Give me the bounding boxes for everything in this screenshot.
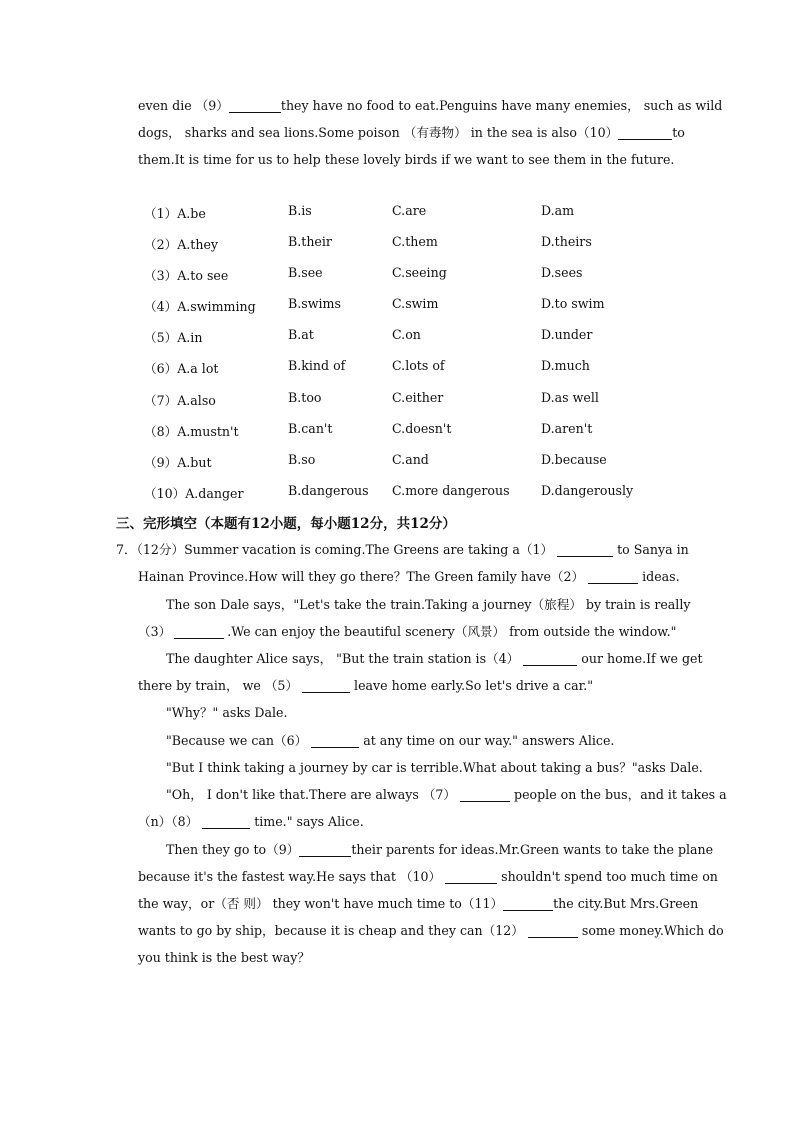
option-choice[interactable]: C.lots of (392, 358, 445, 373)
option-row (144, 483, 684, 503)
option-choice[interactable]: （4）A.swimming (144, 299, 256, 314)
option-choice[interactable]: B.kind of (288, 358, 346, 373)
option-row (144, 327, 684, 347)
passage-line: （3） .We can enjoy the beautiful scenery（风景） from outside the window." (138, 624, 677, 639)
passage-line: Hainan Province.How will they go there？The Green family have（2） ideas. (138, 569, 680, 584)
passage-line: there by train， we （5） leave home early.So let's drive a car." (138, 678, 594, 693)
passage-line: dogs， sharks and sea lions.Some poison （有毒物） in the sea is also（10） to (138, 125, 685, 140)
option-choice[interactable]: （3）A.to see (144, 268, 229, 283)
answer-blank[interactable] (588, 569, 638, 584)
option-choice[interactable]: B.at (288, 327, 314, 342)
option-choice[interactable]: C.and (392, 452, 429, 467)
option-choice[interactable]: （5）A.in (144, 330, 203, 345)
option-choice[interactable]: D.to swim (541, 296, 605, 311)
passage-line: them.It is time for us to help these lovely birds if we want to see them in the future. (138, 152, 675, 167)
answer-blank[interactable] (202, 814, 250, 829)
section-title: 三、完形填空（本题有12小题，每小题12分，共12分） (116, 516, 456, 532)
option-choice[interactable]: （7）A.also (144, 393, 216, 408)
option-choice[interactable]: C.doesn't (392, 421, 452, 436)
passage-line: 7．（12分）Summer vacation is coming.The Greens are taking a（1） to Sanya in (116, 542, 689, 557)
option-choice[interactable]: D.under (541, 327, 593, 342)
passage-line: The daughter Alice says， "But the train station is（4） our home.If we get (166, 651, 703, 666)
option-choice[interactable]: C.on (392, 327, 421, 342)
option-choice[interactable]: D.sees (541, 265, 583, 280)
answer-blank[interactable] (528, 923, 578, 938)
answer-blank[interactable] (302, 678, 350, 693)
answer-blank[interactable] (311, 733, 359, 748)
passage-line: "Because we can（6） at any time on our way." answers Alice. (166, 733, 615, 748)
option-choice[interactable]: C.them (392, 234, 438, 249)
option-choice[interactable]: D.am (541, 203, 575, 218)
passage-line: "Oh， I don't like that.There are always （7） people on the bus，and it takes a (166, 787, 727, 802)
answer-blank[interactable] (523, 651, 577, 666)
answer-blank[interactable] (445, 869, 497, 884)
passage-line: you think is the best way？ (138, 950, 310, 965)
option-choice[interactable]: C.more dangerous (392, 483, 510, 498)
option-row (144, 390, 684, 410)
answer-blank[interactable] (503, 896, 553, 911)
option-choice[interactable]: （10）A.danger (144, 486, 244, 501)
passage-line: the way，or（否 则） they won't have much time to（11） the city.But Mrs.Green (138, 896, 699, 911)
option-choice[interactable]: B.their (288, 234, 332, 249)
option-row (144, 265, 684, 285)
answer-blank[interactable] (618, 125, 672, 140)
answer-blank[interactable] (174, 624, 224, 639)
option-choice[interactable]: B.too (288, 390, 322, 405)
option-row (144, 296, 684, 316)
option-choice[interactable]: D.much (541, 358, 590, 373)
option-choice[interactable]: B.see (288, 265, 323, 280)
option-choice[interactable]: （2）A.they (144, 237, 219, 252)
option-row (144, 203, 684, 223)
option-choice[interactable]: D.because (541, 452, 607, 467)
answer-blank[interactable] (557, 542, 613, 557)
option-choice[interactable]: D.dangerously (541, 483, 634, 498)
option-choice[interactable]: C.seeing (392, 265, 447, 280)
option-row (144, 234, 684, 254)
option-choice[interactable]: B.dangerous (288, 483, 369, 498)
option-choice[interactable]: B.can't (288, 421, 333, 436)
option-choice[interactable]: B.swims (288, 296, 341, 311)
option-choice[interactable]: B.is (288, 203, 312, 218)
passage-line: Then they go to（9） their parents for ideas.Mr.Green wants to take the plane (166, 842, 714, 857)
option-row (144, 358, 684, 378)
passage-line: "But I think taking a journey by car is terrible.What about taking a bus？"asks Dale. (166, 760, 703, 775)
passage-line: "Why？" asks Dale. (166, 705, 288, 720)
option-choice[interactable]: B.so (288, 452, 316, 467)
option-choice[interactable]: C.are (392, 203, 427, 218)
option-choice[interactable]: （9）A.but (144, 455, 212, 470)
option-choice[interactable]: D.theirs (541, 234, 592, 249)
option-choice[interactable]: （8）A.mustn't (144, 424, 239, 439)
option-choice[interactable]: C.either (392, 390, 444, 405)
answer-blank[interactable] (299, 842, 351, 857)
option-choice[interactable]: D.as well (541, 390, 599, 405)
passage-line: wants to go by ship，because it is cheap and they can（12） some money.Which do (138, 923, 724, 938)
option-choice[interactable]: （1）A.be (144, 206, 206, 221)
answer-blank[interactable] (460, 787, 510, 802)
passage-line: The son Dale says，"Let's take the train.Taking a journey（旅程） by train is really (166, 597, 691, 612)
option-row (144, 421, 684, 441)
passage-line: （n）（8） time." says Alice. (138, 814, 364, 829)
option-choice[interactable]: （6）A.a lot (144, 361, 219, 376)
passage-line: even die （9） they have no food to eat.Penguins have many enemies， such as wild (138, 98, 723, 113)
option-choice[interactable]: C.swim (392, 296, 439, 311)
option-choice[interactable]: D.aren't (541, 421, 593, 436)
option-row (144, 452, 684, 472)
answer-blank[interactable] (229, 98, 281, 113)
passage-line: because it's the fastest way.He says that （10） shouldn't spend too much time on (138, 869, 718, 884)
